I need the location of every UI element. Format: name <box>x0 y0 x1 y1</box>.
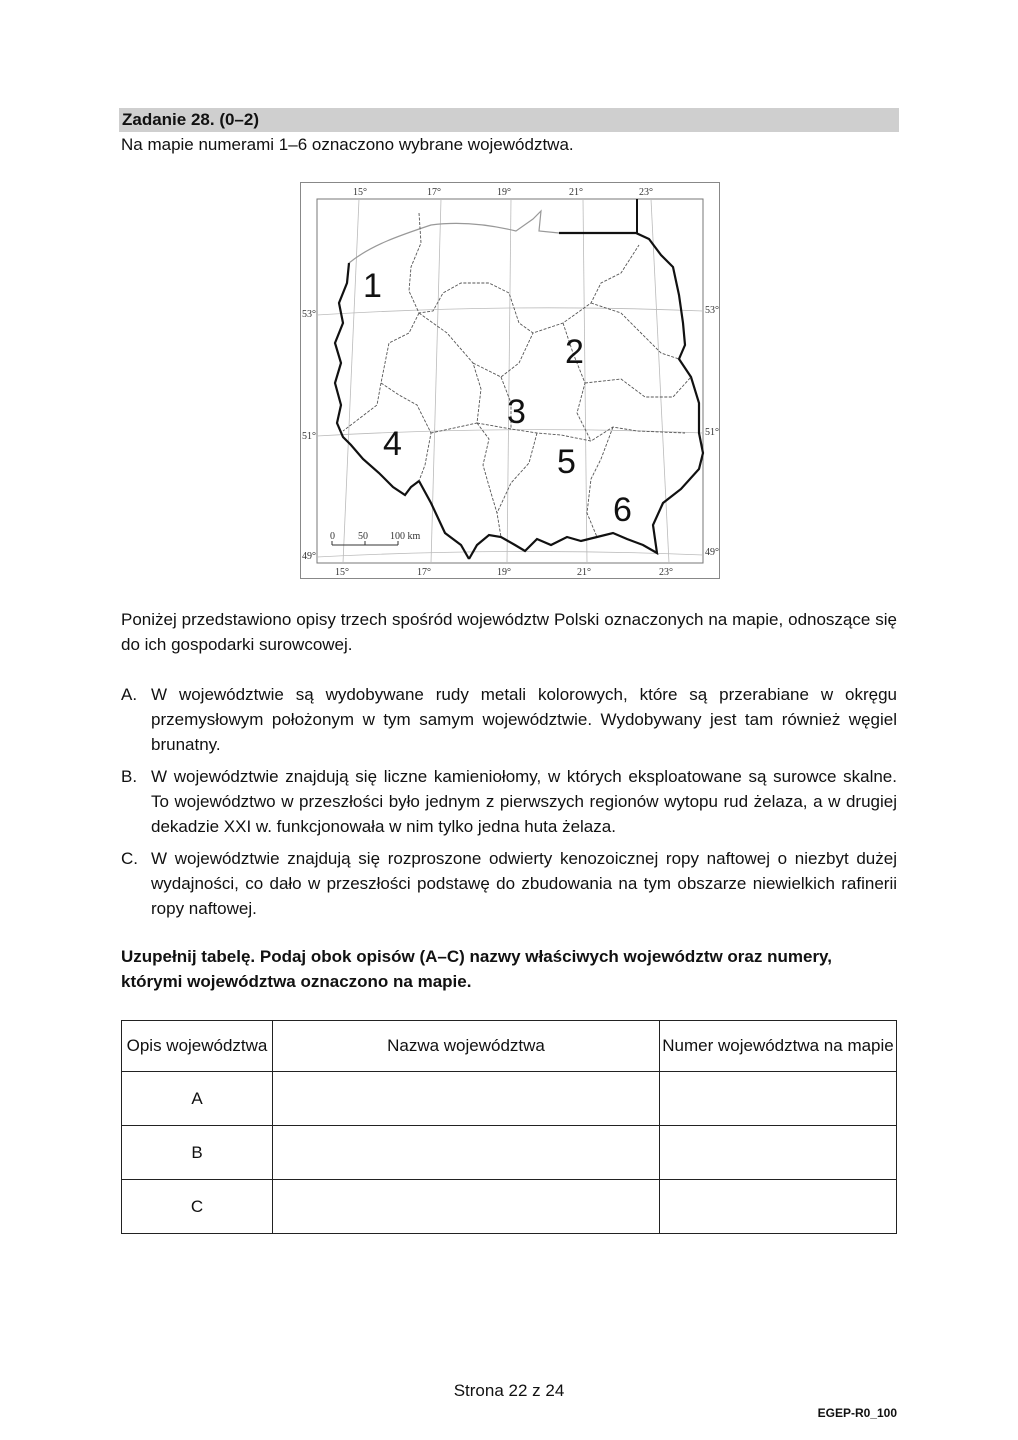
coord-bottom-15: 15° <box>335 567 349 578</box>
answer-number-c[interactable] <box>660 1180 897 1234</box>
coord-left-53: 53° <box>302 309 316 320</box>
coord-top-19: 19° <box>497 187 511 198</box>
description-intro: Poniżej przedstawiono opisy trzech spośród województw Polski oznaczonych na mapie, odnoszące się do ich gospodarki surowcowej. <box>121 610 897 654</box>
answer-name-c[interactable] <box>273 1180 660 1234</box>
option-letter: B. <box>121 767 138 786</box>
answer-name-a[interactable] <box>273 1072 660 1126</box>
row-label-a: A <box>122 1072 273 1126</box>
task-header: Zadanie 28. (0–2) <box>119 108 899 132</box>
coord-top-21: 21° <box>569 187 583 198</box>
option-text: W województwie są wydobywane rudy metali kolorowych, które są przerabiane w okręgu przemysłowym położonym w tym samym województwie. Wydobywany jest tam również węgiel brunatny. <box>151 685 897 754</box>
option-b <box>121 764 897 839</box>
graticule <box>317 199 703 563</box>
answer-number-b[interactable] <box>660 1126 897 1180</box>
coord-bottom-17: 17° <box>417 567 431 578</box>
coord-right-53: 53° <box>705 305 719 316</box>
row-label-c: C <box>122 1180 273 1234</box>
coord-right-49: 49° <box>705 547 719 558</box>
coord-bottom-21: 21° <box>577 567 591 578</box>
coord-top-15: 15° <box>353 187 367 198</box>
option-text: W województwie znajdują się liczne kamieniołomy, w których eksploatowane są surowce skalne. To województwo w przeszłości było jednym z pierwszych regionów wytopu rud żelaza, a w drugiej dekadzie XXI w. funkcjonowała w nim tylko jedna huta żelaza. <box>151 767 897 836</box>
option-letter: A. <box>121 685 138 704</box>
scale-mid: 50 <box>358 531 368 542</box>
scale-end: 100 km <box>390 531 421 542</box>
option-letter: C. <box>121 849 138 868</box>
coord-left-49: 49° <box>302 551 316 562</box>
answer-number-a[interactable] <box>660 1072 897 1126</box>
table-row <box>122 1072 897 1126</box>
region-label-1: 1 <box>363 267 382 305</box>
coord-left-51: 51° <box>302 431 316 442</box>
option-text: W województwie znajdują się rozproszone odwierty kenozoicznej ropy naftowej o niezbyt dużej wydajności, co dało w przeszłości podstawę do zbudowania na tym obszarze niewielkich rafinerii ropy naftowej. <box>151 849 897 918</box>
header-number: Numer województwa na mapie <box>660 1021 897 1072</box>
answer-name-b[interactable] <box>273 1126 660 1180</box>
task-instruction: Uzupełnij tabelę. Podaj obok opisów (A–C) nazwy właściwych województw oraz numery, którymi województwa oznaczono na mapie. <box>121 947 832 991</box>
option-a <box>121 682 897 757</box>
option-c <box>121 846 897 921</box>
poland-map <box>300 182 720 579</box>
answer-table <box>121 1020 897 1234</box>
coord-top-23: 23° <box>639 187 653 198</box>
scale-zero: 0 <box>330 531 335 542</box>
region-label-6: 6 <box>613 491 632 529</box>
region-label-2: 2 <box>565 333 584 371</box>
page-number: Strona 22 z 24 <box>453 1381 565 1400</box>
region-label-4: 4 <box>383 425 402 463</box>
region-label-3: 3 <box>507 393 526 431</box>
coord-right-51: 51° <box>705 427 719 438</box>
exam-code: EGEP-R0_100 <box>817 1406 897 1420</box>
western-border <box>335 263 469 559</box>
coastline <box>349 211 636 263</box>
coord-bottom-23: 23° <box>659 567 673 578</box>
coord-bottom-19: 19° <box>497 567 511 578</box>
table-row <box>122 1180 897 1234</box>
task-intro: Na mapie numerami 1–6 oznaczono wybrane województwa. <box>121 135 574 154</box>
header-description: Opis województwa <box>122 1021 273 1072</box>
region-label-5: 5 <box>557 443 576 481</box>
table-row <box>122 1126 897 1180</box>
map-svg <box>301 183 719 578</box>
row-label-b: B <box>122 1126 273 1180</box>
header-name: Nazwa województwa <box>273 1021 660 1072</box>
eastern-southern-border <box>469 233 703 559</box>
coord-top-17: 17° <box>427 187 441 198</box>
table-header-row <box>122 1021 897 1072</box>
